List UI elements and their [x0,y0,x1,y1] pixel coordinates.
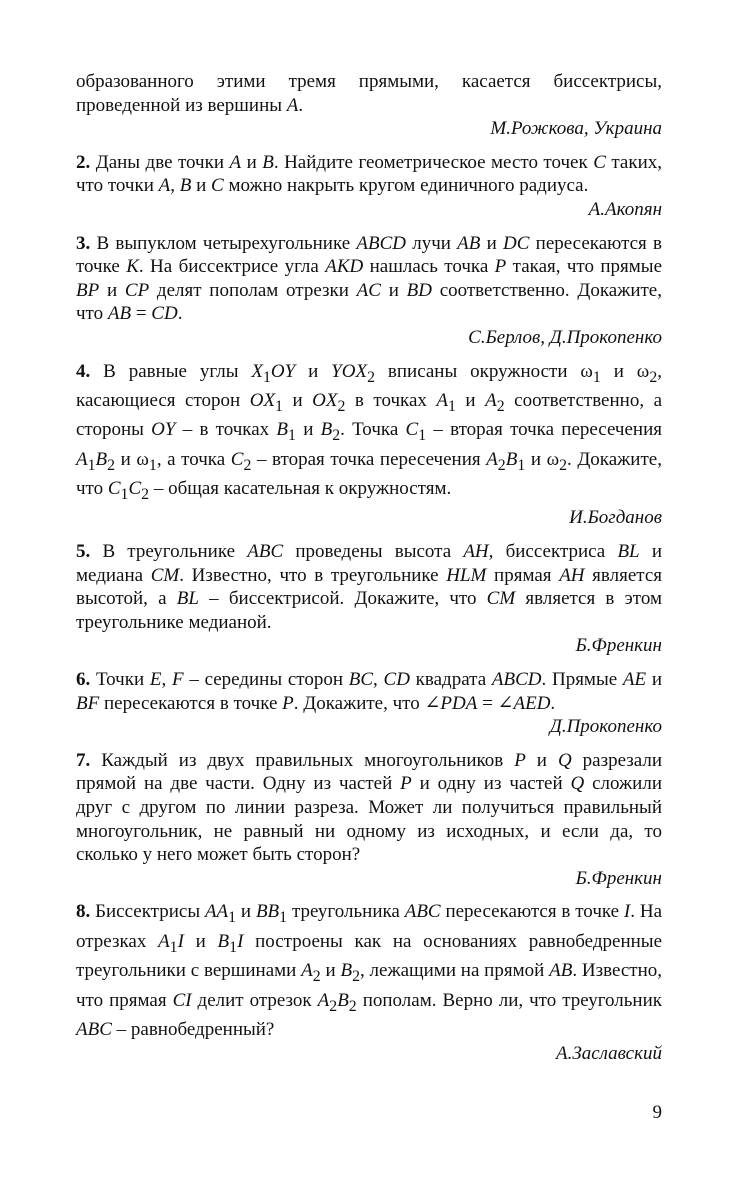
problem-8: 8. Биссектрисы $AA_1$ и $BB_1$ треугольника ABC пересекаются в точке I. На отрезках $A_1I$ и $B_1I$ построены как на основаниях равнобедренные треугольники с вершинами $A_2$ и $B_2$, лежащими на прямой AB. Известно, что прямая CI делит отрезок $A_2B_2$ пополам. Верно ли, что треугольник ABC – равнобедренный? [76,901,663,1040]
intro-author: М.Рожкова, Украина [490,118,662,140]
page-number: 9 [652,1102,662,1123]
problem-author: Д.Прокопенко [549,716,662,738]
problem-6: 6. Точки E, F – середины сторон BC, CD квадрата ABCD. Прямые AE и BF пересекаются в точке P. Докажите, что ∠PDA = ∠AED. [76,669,663,714]
problem-number: 5. [76,541,91,563]
problem-number: 6. [76,669,91,691]
problem-number: 2. [76,151,91,173]
problem-number: 3. [76,232,91,254]
problem-number: 8. [76,901,91,923]
problem-4: 4. В равные углы $X_1OY$ и $YOX_2$ вписаны окружности $\omega_1$ и $\omega_2$, касающиеся сторон $OX_1$ и $OX_2$ в точках $A_1$ и $A_2$ соответственно, а стороны OY – в точках $B_1$ и $B_2$. Точка $C_1$ – вторая точка пересечения $A_1B_2$ и $\omega_1$, а точка $C_2$ – вторая точка пересечения $A_2B_1$ и $\omega_2$. Докажите, что $C_1C_2$ – общая касательная к окружностям. [76,360,663,503]
problem-author: Б.Френкин [575,635,662,657]
problem-number: 7. [76,749,91,771]
problem-author: Б.Френкин [575,867,662,889]
problem-5: 5. В треугольнике ABC проведены высота AH, биссектриса BL и медиана CM. Известно, что в треугольнике HLM прямая AH является высотой, а BL – биссектрисой. Докажите, что CM является в этом треугольнике медианой. [76,541,662,633]
problem-author: С.Берлов, Д.Прокопенко [468,326,662,348]
problem-number: 4. [76,360,91,382]
problem-2: 2. Даны две точки A и B. Найдите геометрическое место точек C таких, что точки A, B и C можно накрыть кругом единичного радиуса. [76,151,662,197]
problem-author: А.Заславский [555,1042,662,1064]
problem-7: 7. Каждый из двух правильных многоугольников P и Q разрезали прямой на две части. Одну из частей P и одну из частей Q сложили друг с другом по линии разреза. Может ли получиться правильный многоугольник, не равный ни одному из исходных, и если да, то сколько у него может быть сторон? [76,749,662,866]
intro-paragraph: образованного этими тремя прямыми, касается биссектрисы, проведенной из вершины A. [76,71,662,116]
problem-author: А.Акопян [588,198,662,220]
problem-3: 3. В выпуклом четырехугольнике ABCD лучи AB и DC пересекаются в точке K. На биссектрисе угла AKD нашлась точка P такая, что прямые BP и CP делят пополам отрезки AC и BD соответственно. Докажите, что AB = CD. [76,232,663,325]
problem-author: И.Богданов [569,507,662,529]
page-content [76,70,662,1065]
